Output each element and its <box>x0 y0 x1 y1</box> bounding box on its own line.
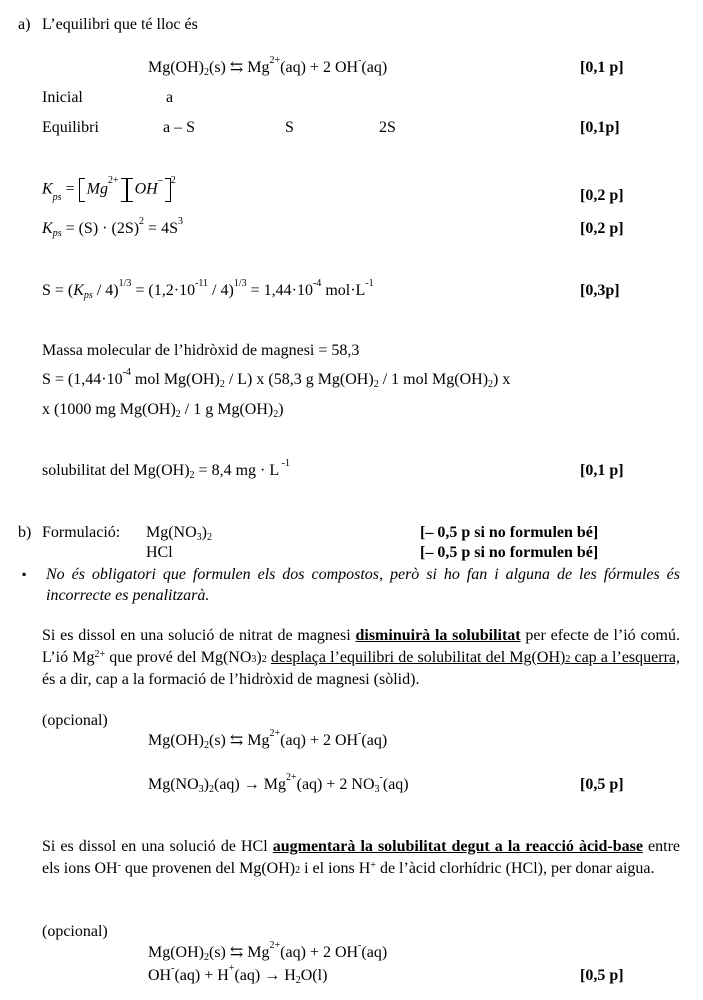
molar-mass-line: Massa molecular de l’hidròxid de magnesi = 58,3 <box>42 342 360 359</box>
equation-neutralization: $OH^-(aq) + H^+(aq) \to H_2O(l)$ <box>148 963 328 987</box>
part-b-label: b) <box>18 524 32 541</box>
equation-dissolution-3: $Mg(OH)_2(s)$ ⇆ $Mg^{2+}(aq) + 2$ OH-(aq) <box>148 940 388 964</box>
conversion-line-1: $S = (1,44\cdot 10^{-4}$ mol $Mg(OH)_2 / L$) x (58,3 g $Mg(OH)_2 / 1$ mol $Mg(OH)_2$) x <box>42 367 511 391</box>
kps-substituted: $K_{ps} = (S) \cdot (2S)^2 = 4S^3$ <box>42 216 183 240</box>
points-eq3: [0,5 p] <box>580 776 624 793</box>
points-solub: [0,1 p] <box>580 462 624 479</box>
penalty-2: [– 0,5 p si no formulen bé] <box>420 544 599 561</box>
points-eq5: [0,5 p] <box>580 967 624 984</box>
opcional-2: (opcional) <box>42 923 108 940</box>
part-a-intro: L’equilibri que té lloc és <box>42 16 198 33</box>
equilibri-value-3: 2S <box>379 119 396 136</box>
points-eq1: [0,1 p] <box>580 59 624 76</box>
formulacio-label: Formulació: <box>42 524 121 541</box>
inicial-label: Inicial <box>42 89 83 106</box>
solubility-result: solubilitat del $Mg(OH)_2 = 8,4$ mg · L $^{-1}$ <box>42 458 290 482</box>
equation-dissolution-2: $Mg(OH)_2(s)$ ⇆ $Mg^{2+}(aq) + 2$ OH-(aq) <box>148 728 388 752</box>
points-kps1: [0,2 p] <box>580 187 624 204</box>
kps-expression: $K_{ps} = Mg^{2+}OH^-$ $^2$ <box>42 175 176 203</box>
equilibri-label: Equilibri <box>42 119 99 136</box>
points-s: [0,3p] <box>580 282 620 299</box>
paragraph-acid-base: Si es dissol en una solució de HCl augmentarà la solubilitat degut a la reacció àcid-base entre els ions OH- que provenen del $Mg(OH)_2$ i el ions H+ de l’àcid clorhídric (HCl), per donar aigua. <box>42 838 680 877</box>
penalty-1: [– 0,5 p si no formulen bé] <box>420 524 599 541</box>
equation-dissolution: $Mg(OH)_2(s)$ ⇆ $Mg^{2+}(aq) + 2$ OH-(aq) <box>148 55 388 79</box>
bullet-icon: ▪ <box>22 567 27 581</box>
solubility-calc: $S = (K_{ps} / 4)^{1/3} = (1,2\cdot 10^{-11} / 4)^{1/3} = 1,44\cdot 10^{-4}$ $mol\cdot L^{-1}$ <box>42 278 374 302</box>
part-a-label: a) <box>18 16 31 33</box>
equation-nitrate: $Mg(NO_3)_2(aq) \to Mg^{2+}(aq) + 2$ $NO_3^-(aq)$ <box>148 772 409 796</box>
points-kps2: [0,2 p] <box>580 220 624 237</box>
formulation-note: No és obligatori que formulen els dos compostos, però si ho fan i alguna de les fórmules és incorrecte es penalitzarà. <box>46 566 680 604</box>
equilibri-value-1: a – S <box>163 119 195 136</box>
inicial-value: a <box>166 89 174 106</box>
equilibri-value-2: S <box>285 119 294 136</box>
conversion-line-2: x (1000 mg $Mg(OH)_2 / 1$ g $Mg(OH)_2$) <box>42 401 284 421</box>
formula-mg-nitrate: $Mg(NO_3)_2$ <box>146 524 212 544</box>
points-equilibri: [0,1p] <box>580 119 620 136</box>
formula-hcl: HCl <box>146 544 173 561</box>
opcional-1: (opcional) <box>42 712 108 729</box>
paragraph-common-ion: Si es dissol en una solució de nitrat de magnesi disminuirà la solubilitat per efecte de l’ió comú. L’ió $Mg^{2+}$ que prové del $Mg(NO_3)_2$ desplaça l’equilibri de solubilitat del $Mg(OH)_2$ cap a l’esquerra, és a dir, cap a la formació de l’hidròxid de magnesi (sòlid). <box>42 627 681 688</box>
